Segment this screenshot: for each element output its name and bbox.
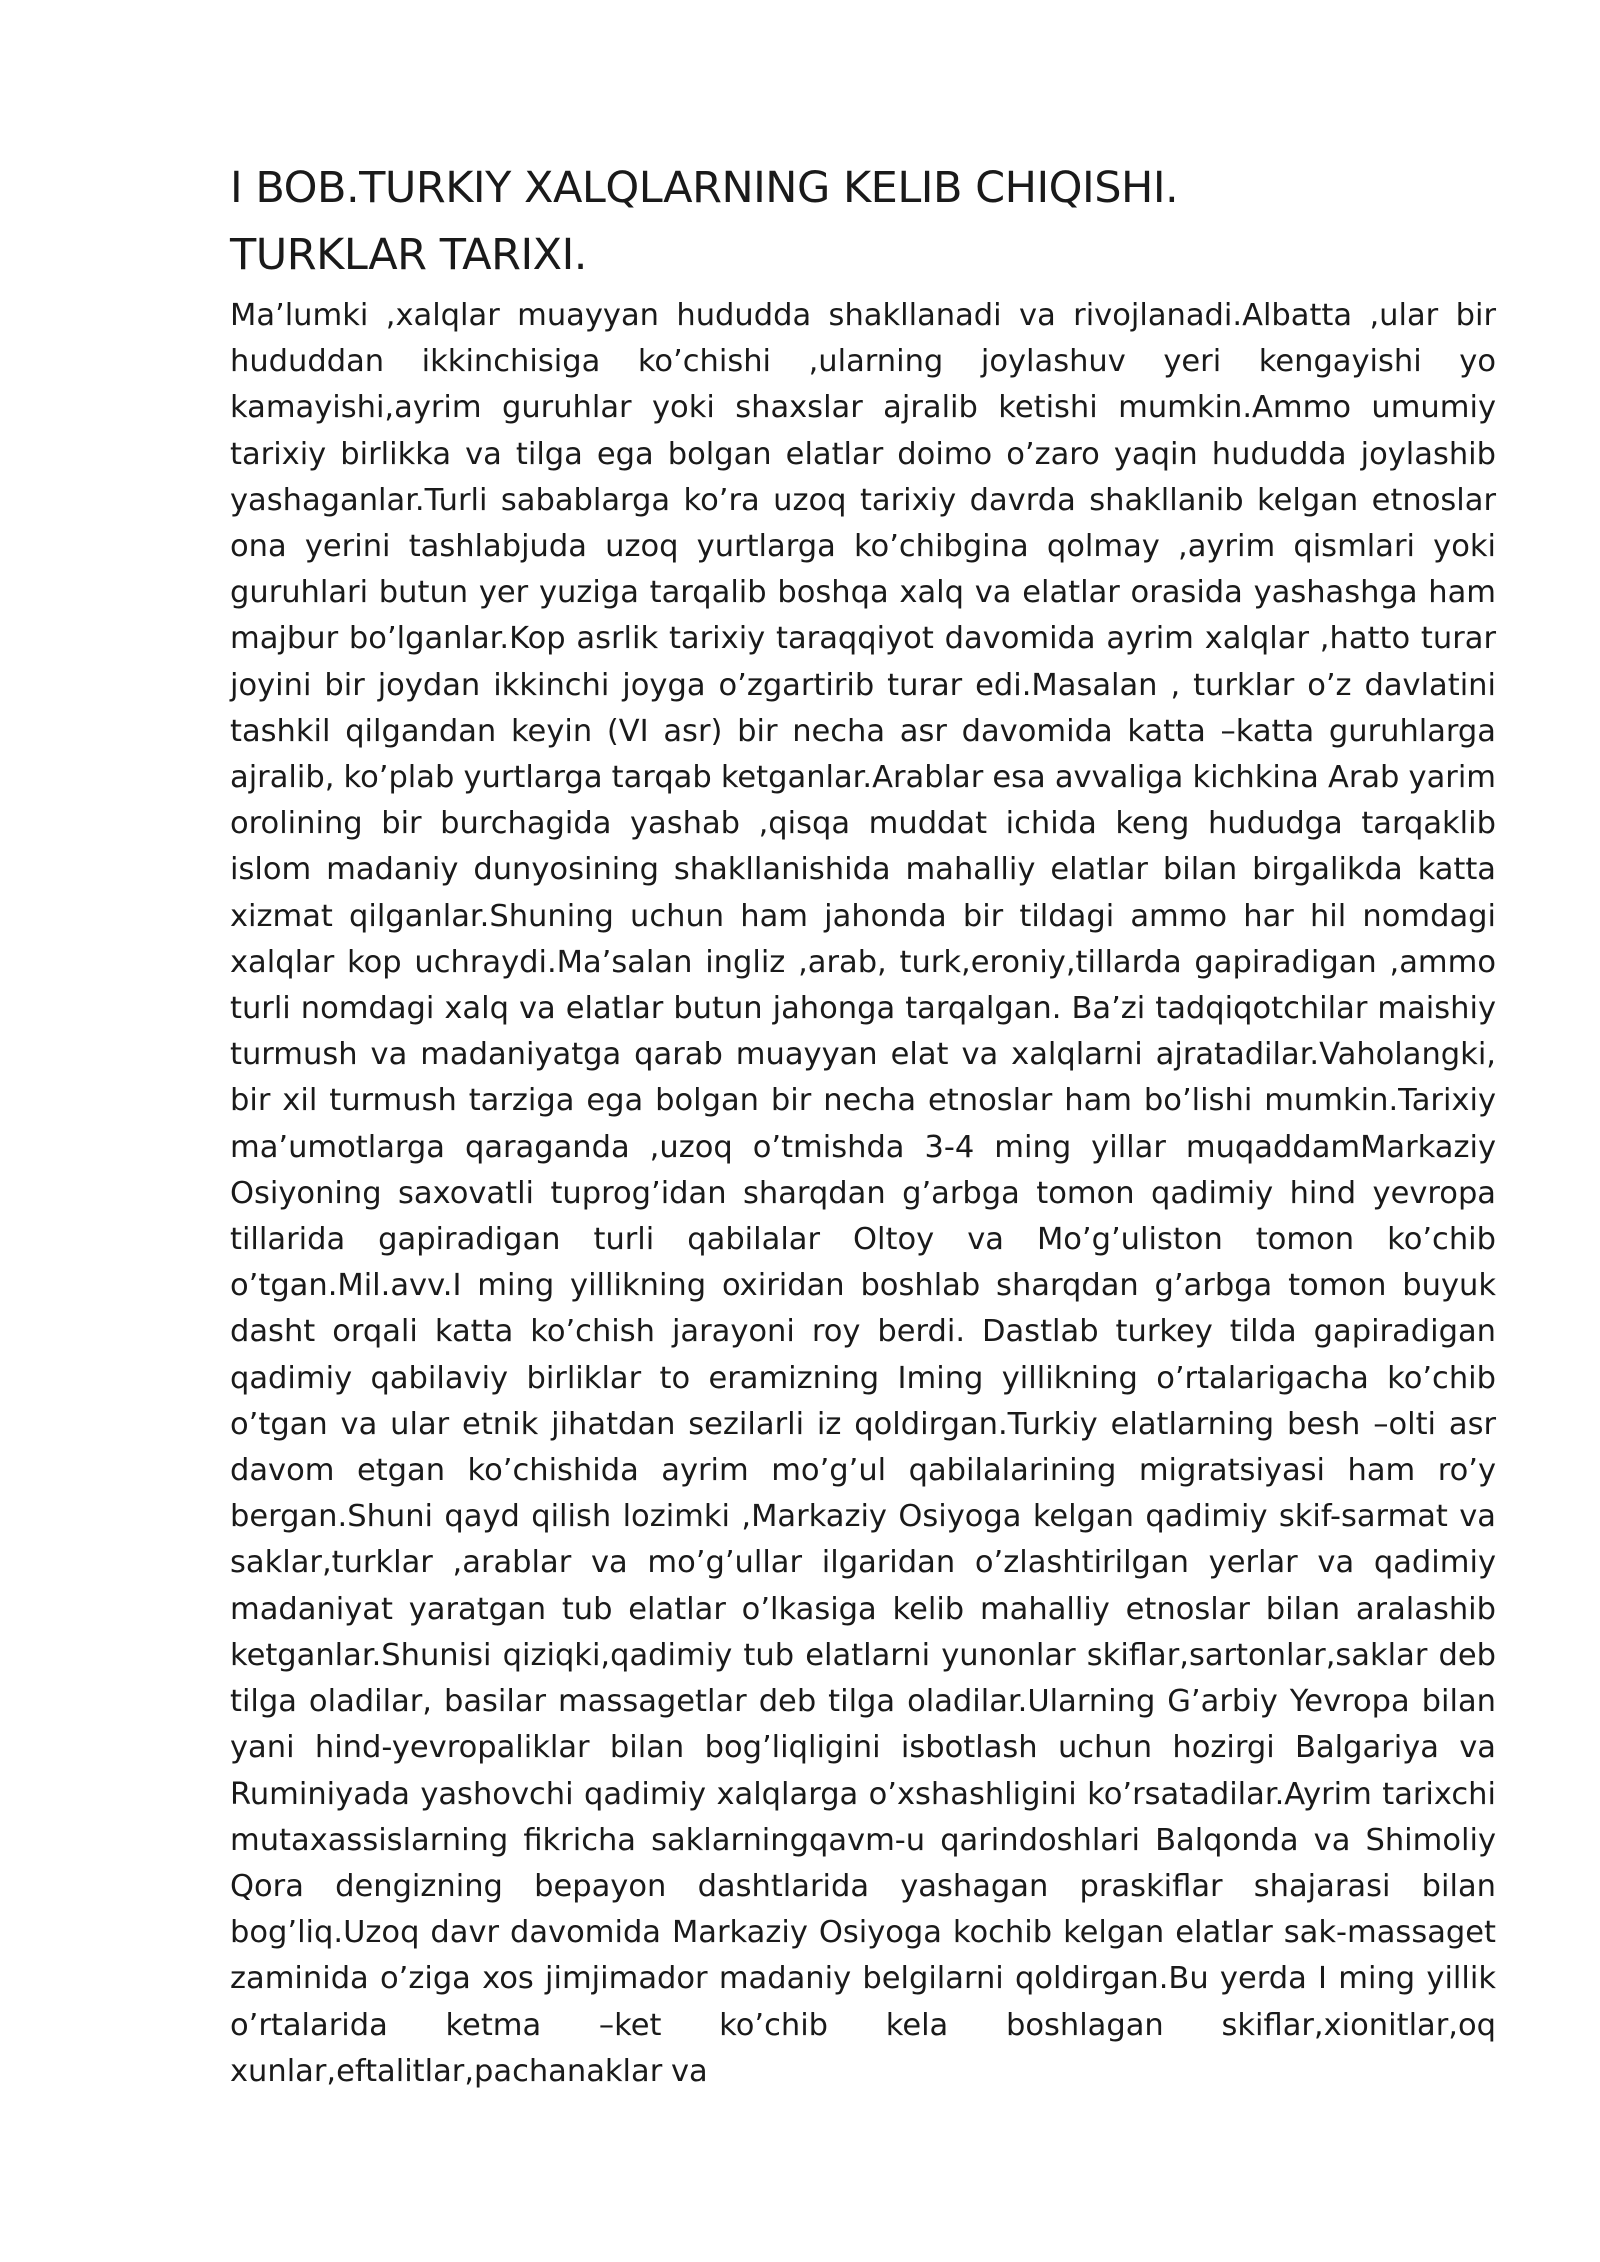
body-paragraph: Ma’lumki ,xalqlar muayyan hududda shakllanadi va rivojlanadi.Albatta ,ular bir hududdan ikkinchisiga ko’chishi ,ularning joylashuv yeri kengayishi yo kamayishi,ayrim guruhlar yoki shaxslar ajralib ketishi mumkin.Ammo umumiy tarixiy birlikka va tilga ega bolgan elatlar doimo o’zaro yaqin hududda joylashib yashaganlar.Turli sabablarga ko’ra uzoq tarixiy davrda shakllanib kelgan etnoslar ona yerini tashlabjuda uzoq yurtlarga ko’chibgina qolmay ,ayrim qismlari yoki guruhlari butun yer yuziga tarqalib boshqa xalq va elatlar orasida yashashga ham majbur bo’lganlar.Kop asrlik tarixiy taraqqiyot davomida ayrim xalqlar ,hatto turar joyini bir joydan ikkinchi joyga o’zgartirib turar edi.Masalan , turklar o’z davlatini tashkil qilgandan keyin (VI asr) bir necha asr davomida katta –katta guruhlarga ajralib, ko’plab yurtlarga tarqab ketganlar.Arablar esa avvaliga kichkina Arab yarim orolining bir burchagida yashab ,qisqa muddat ichida keng hududga tarqaklib islom madaniy dunyosining shakllanishida mahalliy elatlar bilan birgalikda katta xizmat qilganlar.Shuning uchun ham jahonda bir tildagi ammo har hil nomdagi xalqlar kop uchraydi.Ma’salan ingliz ,arab, turk,eroniy,tillarda gapiradigan ,ammo turli nomdagi xalq va elatlar butun jahonga tarqalgan. Ba’zi tadqiqotchilar maishiy turmush va madaniyatga qarab muayyan elat va xalqlarni ajratadilar.Vaholangki, bir xil turmush tarziga ega bolgan bir necha etnoslar ham bo’lishi mumkin.Tarixiy ma’umotlarga qaraganda ,uzoq o’tmishda 3-4 ming yillar muqaddamMarkaziy Osiyoning saxovatli tuprog’idan sharqdan g’arbga tomon qadimiy hind yevropa tillarida gapiradigan turli qabilalar Oltoy va Mo’g’uliston tomon ko’chib o’tgan.Mil.avv.I ming yillikning oxiridan boshlab sharqdan g’arbga tomon buyuk dasht orqali katta ko’chish jarayoni roy berdi. Dastlab turkey tilda gapiradigan qadimiy qabilaviy birliklar to eramizning Iming yillikning o’rtalarigacha ko’chib o’tgan va ular etnik jihatdan sezilarli iz qoldirgan.Turkiy elatlarning besh –olti asr davom etgan ko’chishida ayrim mo’g’ul qabilalarining migratsiyasi ham ro’y bergan.Shuni qayd qilish lozimki ,Markaziy Osiyoga kelgan qadimiy skif-sarmat va saklar,turklar ,arablar va mo’g’ullar ilgaridan o’zlashtirilgan yerlar va qadimiy madaniyat yaratgan tub elatlar o’lkasiga kelib mahalliy etnoslar bilan aralashib ketganlar.Shunisi qiziqki,qadimiy tub elatlarni yunonlar skiflar,sartonlar,saklar deb tilga oladilar, basilar massagetlar deb tilga oladilar.Ularning G’arbiy Yevropa bilan yani hind-yevropaliklar bilan bog’liqligini isbotlash uchun hozirgi Balgariya va Ruminiyada yashovchi qadimiy xalqlarga o’xshashligini ko’rsatadilar.Ayrim tarixchi mutaxassislarning fikricha saklarningqavm-u qarindoshlari Balqonda va Shimoliy Qora dengizning bepayon dashtlarida yashagan praskiflar shajarasi bilan bog’liq.Uzoq davr davomida Markaziy Osiyoga kochib kelgan elatlar sak-massaget zaminida o’ziga xos jimjimador madaniy belgilarni qoldirgan.Bu yerda I ming yillik o’rtalarida ketma –ket ko’chib kela boshlagan skiflar,xionitlar,oq xunlar,eftalitlar,pachanaklar va <box>230 298 1496 2089</box>
chapter-title-line-2: TURKLAR TARIXI. <box>230 230 587 280</box>
page-content <box>230 155 1496 2095</box>
chapter-title <box>230 155 1496 289</box>
chapter-title-line-1: I BOB.TURKIY XALQLARNING KELIB CHIQISHI. <box>230 163 1179 213</box>
